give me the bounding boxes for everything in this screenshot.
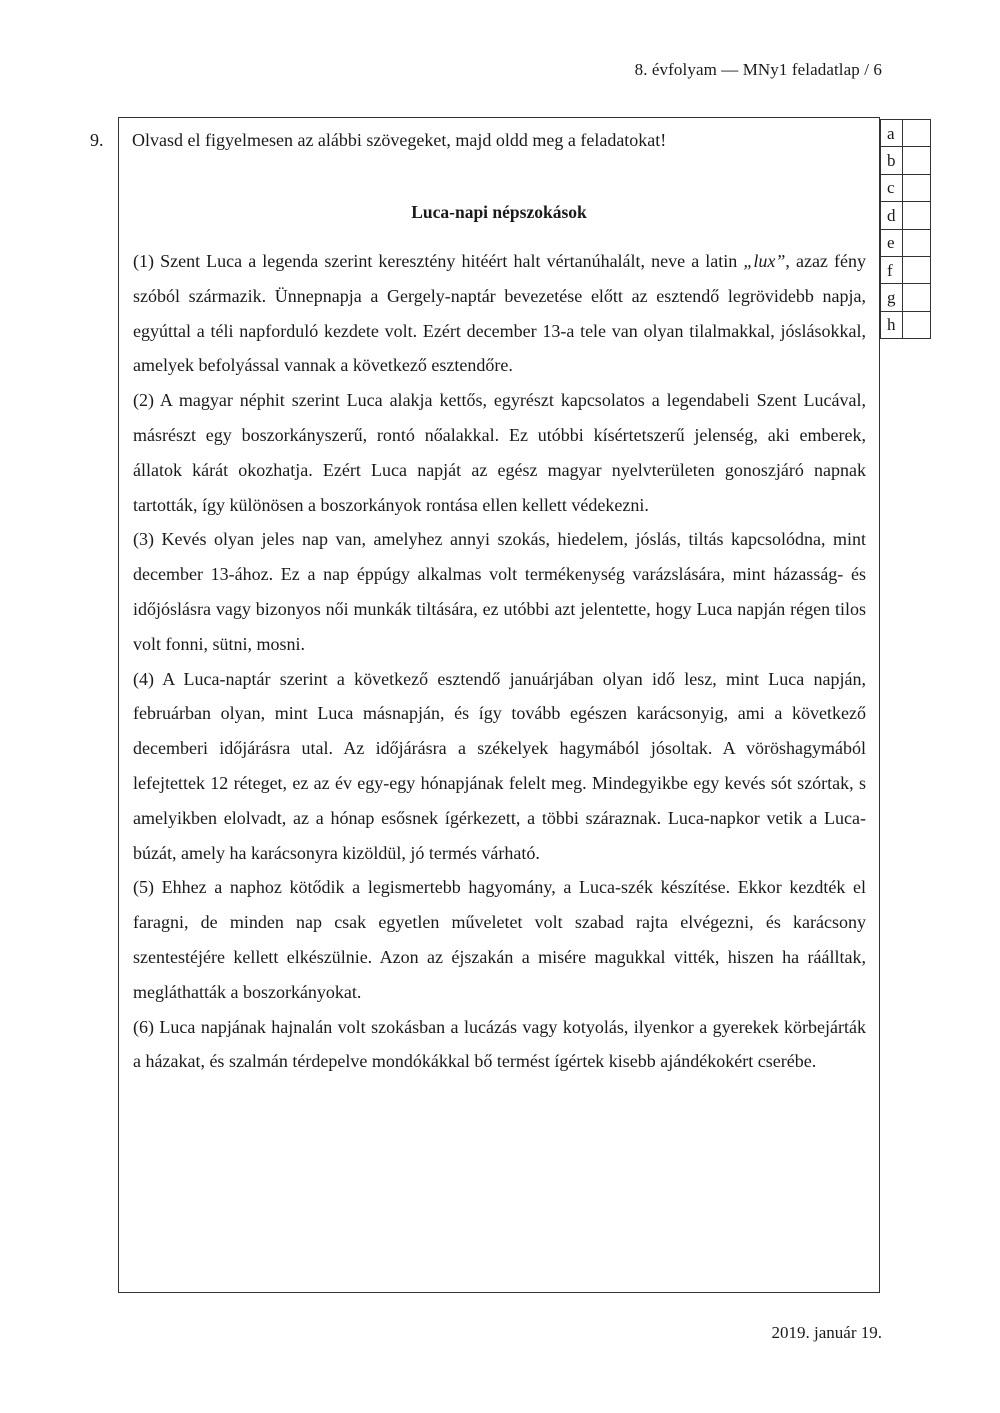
score-row	[881, 284, 931, 311]
score-cell[interactable]	[903, 256, 931, 283]
score-row-label: h	[881, 311, 903, 338]
score-row-label: f	[881, 256, 903, 283]
score-row-label: c	[881, 174, 903, 201]
score-cell[interactable]	[903, 147, 931, 174]
paragraph-4: (4) A Luca-naptár szerint a következő esztendő januárjában olyan idő lesz, mint Luca napján, februárban olyan, mint Luca másnapján, és így tovább egészen karácsonyig, ami a következő decemberi időjárásra utal. Az időjárásra a székelyek hagymából jósoltak. A vöröshagymából lefejtettek 12 réteget, ez az év egy-egy hónapjának felelt meg. Mindegyikbe egy kevés sót szórtak, s amelyikben elolvadt, az a hónap esősnek ígérkezett, a többi száraznak. Luca-napkor vetik a Luca-búzát, amely ha karácsonyra kizöldül, jó termés várható.	[133, 668, 866, 863]
score-cell[interactable]	[903, 311, 931, 338]
score-row-label: a	[881, 120, 903, 147]
article-title: Luca-napi népszokások	[411, 202, 587, 222]
score-row	[881, 202, 931, 229]
score-row	[881, 147, 931, 174]
score-row-label: e	[881, 229, 903, 256]
score-cell[interactable]	[903, 229, 931, 256]
task-instruction: Olvasd el figyelmesen az alábbi szövegeket, majd oldd meg a feladatokat!	[132, 130, 667, 150]
page-footer-date: 2019. január 19.	[771, 1323, 882, 1342]
task-box	[118, 117, 880, 1293]
score-row	[881, 229, 931, 256]
score-row-label: d	[881, 202, 903, 229]
score-row	[881, 256, 931, 283]
score-table	[880, 119, 931, 339]
paragraph-1	[133, 244, 866, 383]
task-number: 9.	[90, 130, 104, 150]
paragraph-1-latin-word: „lux”	[743, 251, 786, 271]
page-header: 8. évfolyam — MNy1 feladatlap / 6	[634, 60, 882, 79]
score-cell[interactable]	[903, 120, 931, 147]
paragraph-5: (5) Ehhez a naphoz kötődik a legismertebb hagyomány, a Luca-szék készítése. Ekkor kezdték el faragni, de minden nap csak egyetlen műveletet volt szabad rajta elvégezni, és karácsony szentestéjére kellett elkészülnie. Azon az éjszakán a misére magukkal vitték, hiszen ha ráálltak, megláthatták a boszorkányokat.	[133, 877, 866, 1002]
score-row	[881, 120, 931, 147]
score-row-label: g	[881, 284, 903, 311]
paragraph-1-text-start: (1) Szent Luca a legenda szerint keresztény hitéért halt vértanúhalált, neve a latin	[133, 251, 744, 271]
paragraph-3: (3) Kevés olyan jeles nap van, amelyhez annyi szokás, hiedelem, jóslás, tiltás kapcsolódna, mint december 13-ához. Ez a nap éppúgy alkalmas volt termékenység varázslására, mint házasság- és időjóslásra vagy bizonyos női munkák tiltására, ez utóbbi azt jelentette, hogy Luca napján régen tilos volt fonni, sütni, mosni.	[133, 529, 866, 654]
score-cell[interactable]	[903, 174, 931, 201]
score-cell[interactable]	[903, 202, 931, 229]
paragraph-6: (6) Luca napjának hajnalán volt szokásban a lucázás vagy kotyolás, ilyenkor a gyerekek körbejárták a házakat, és szalmán térdepelve mondókákkal bő termést ígértek kisebb ajándékokért cserébe.	[133, 1016, 866, 1072]
score-cell[interactable]	[903, 284, 931, 311]
score-row-label: b	[881, 147, 903, 174]
paragraph-2: (2) A magyar néphit szerint Luca alakja kettős, egyrészt kapcsolatos a legendabeli Szent Lucával, másrészt egy boszorkányszerű, rontó nőalakkal. Ez utóbbi kísértetszerű jelenség, aki emberek, állatok kárát okozhatja. Ezért Luca napját az egész magyar nyelvterületen gonoszjáró napnak tartották, így különösen a boszorkányok rontása ellen kellett védekezni.	[133, 390, 866, 515]
paragraph-1-text-end: , azaz fény szóból származik. Ünnepnapja a Gergely-naptár bevezetése előtt az esztendő legrövidebb napja, egyúttal a téli napforduló kezdete volt. Ezért december 13-a tele van olyan tilalmakkal, jóslásokkal, amelyek befolyással vannak a következő esztendőre.	[133, 251, 866, 376]
score-row	[881, 311, 931, 338]
article-body	[133, 244, 866, 1079]
score-row	[881, 174, 931, 201]
